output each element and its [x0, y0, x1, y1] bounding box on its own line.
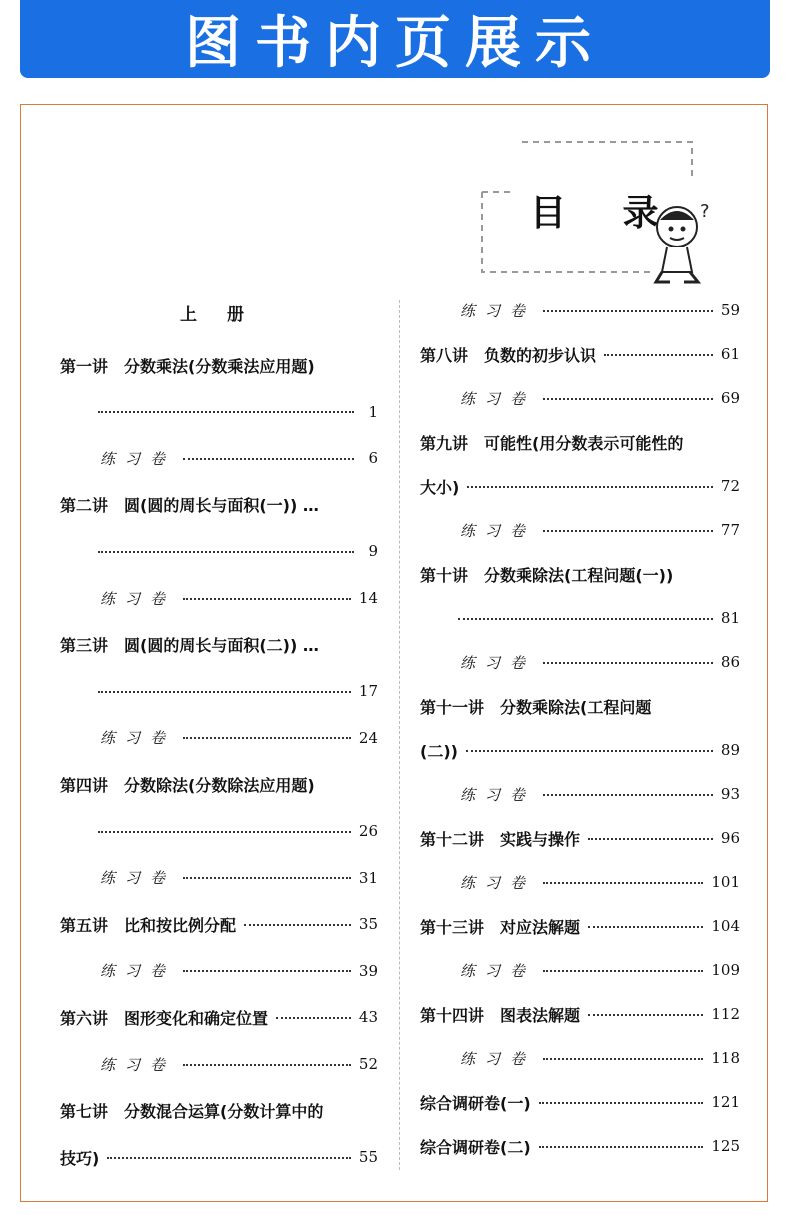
toc-entry-page: 77 — [720, 521, 740, 539]
leader-dots — [98, 550, 354, 553]
svg-text:?: ? — [700, 201, 710, 222]
toc-entry-page: 125 — [711, 1137, 740, 1155]
toc-entry — [60, 723, 378, 753]
toc-entry — [420, 471, 740, 501]
toc-entry-page: 39 — [358, 961, 378, 980]
toc-entry — [420, 1043, 740, 1073]
toc-entry-title: 练习卷 — [100, 1055, 176, 1074]
toc-entry-page: 112 — [711, 1005, 740, 1023]
toc-entry-page: 109 — [711, 961, 740, 979]
leader-dots — [543, 793, 713, 796]
leader-dots — [458, 617, 713, 620]
leader-dots — [543, 309, 713, 312]
toc-entry — [420, 955, 740, 985]
toc-entry-title: 第九讲 可能性(用分数表示可能性的 — [420, 433, 684, 453]
toc-entry-title: 第十三讲 对应法解题 — [420, 917, 581, 937]
toc-entry-title: 第七讲 分数混合运算(分数计算中的 — [60, 1102, 324, 1122]
toc-entry — [420, 515, 740, 545]
toc-entry-title: 第十一讲 分数乘除法(工程问题 — [420, 697, 652, 717]
toc-entry — [60, 1002, 378, 1032]
leader-dots — [466, 749, 713, 752]
toc-entry — [60, 816, 378, 846]
leader-dots — [604, 353, 713, 356]
leader-dots — [543, 969, 703, 972]
toc-entry-title: 练习卷 — [460, 873, 536, 892]
toc-entry-title: 第五讲 比和按比例分配 — [60, 915, 237, 935]
toc-entry-title: 第一讲 分数乘法(分数乘法应用题) — [60, 356, 315, 376]
toc-entry — [420, 603, 740, 633]
toc-entry-page: 69 — [720, 389, 740, 407]
toc-entry-page: 121 — [711, 1093, 740, 1111]
toc-entry-page: 81 — [720, 609, 740, 627]
toc-entry-page: 93 — [720, 785, 740, 803]
toc-entry-page: 118 — [711, 1049, 740, 1067]
leader-dots — [107, 1156, 351, 1159]
section-heading: 上册 — [180, 305, 274, 325]
leader-dots — [183, 457, 354, 460]
toc-entry — [60, 1096, 378, 1126]
toc-entry — [420, 911, 740, 941]
leader-dots — [183, 969, 351, 972]
toc-entry-page: 72 — [720, 477, 740, 495]
toc-entry-page: 1 — [368, 402, 378, 421]
toc-entry — [420, 823, 740, 853]
toc-entry-title: 练习卷 — [100, 729, 176, 748]
leader-dots — [543, 1057, 703, 1060]
leader-dots — [183, 1063, 351, 1066]
toc-entry-title: 综合调研卷(二) — [420, 1137, 531, 1157]
toc-entry-page: 9 — [368, 542, 378, 561]
toc-entry-title: 练习卷 — [460, 301, 536, 320]
toc-entry-title: 第二讲 圆(圆的周长与面积(一)) … — [60, 496, 319, 516]
leader-dots — [543, 397, 713, 400]
toc-entry — [420, 1087, 740, 1117]
toc-entry — [420, 779, 740, 809]
toc-entry-title: 练习卷 — [100, 962, 176, 981]
leader-dots — [588, 837, 713, 840]
toc-entry — [420, 295, 740, 325]
toc-entry — [60, 583, 378, 613]
toc-entry — [60, 397, 378, 427]
toc-entry-title: 第十四讲 图表法解题 — [420, 1005, 581, 1025]
toc-entry-title: 练习卷 — [100, 449, 176, 468]
toc-entry-page: 24 — [358, 728, 378, 747]
leader-dots — [539, 1145, 704, 1148]
toc-entry-title: 技巧) — [60, 1148, 100, 1168]
toc-entry-title: 第四讲 分数除法(分数除法应用题) — [60, 775, 315, 795]
toc-entry — [60, 769, 378, 799]
toc-entry-page: 96 — [720, 829, 740, 847]
toc-entry-page: 26 — [358, 822, 378, 840]
toc-entry-title: 练习卷 — [100, 589, 176, 608]
toc-heading: 目 录 — [530, 193, 681, 234]
leader-dots — [244, 923, 351, 926]
toc-entry-title: 第三讲 圆(圆的周长与面积(二)) … — [60, 636, 319, 656]
leader-dots — [183, 876, 351, 879]
toc-entry-title: 练习卷 — [460, 961, 536, 980]
toc-entry-title: 大小) — [420, 477, 460, 497]
toc-entry — [420, 867, 740, 897]
toc-entry — [60, 1049, 378, 1079]
leader-dots — [543, 661, 713, 664]
toc-entry-title: 练习卷 — [460, 785, 536, 804]
toc-entry-title: 练习卷 — [460, 389, 536, 408]
toc-entry — [60, 350, 378, 380]
toc-entry-page: 86 — [720, 653, 740, 671]
toc-entry-title: (二)) — [420, 741, 458, 761]
toc-entry — [60, 956, 378, 986]
leader-dots — [539, 1101, 704, 1104]
toc-entry — [420, 339, 740, 369]
leader-dots — [98, 830, 351, 833]
leader-dots — [543, 529, 713, 532]
toc-entry-page: 17 — [358, 682, 378, 701]
leader-dots — [467, 485, 713, 488]
toc-entry-page: 31 — [358, 868, 378, 887]
toc-entry — [420, 1131, 740, 1161]
toc-entry-title: 练习卷 — [460, 653, 536, 672]
toc-entry-page: 89 — [720, 741, 740, 759]
toc-entry-title: 第十讲 分数乘除法(工程问题(一)) — [420, 565, 674, 585]
banner-title: 图书内页展示 — [185, 11, 605, 76]
toc-entry — [420, 691, 740, 721]
toc-entry — [60, 676, 378, 706]
toc-entry — [420, 647, 740, 677]
toc-entry-page: 55 — [358, 1148, 378, 1167]
leader-dots — [183, 597, 351, 600]
banner — [20, 0, 770, 78]
toc-entry-page: 61 — [720, 345, 740, 363]
toc-entry-page: 59 — [720, 301, 740, 319]
leader-dots — [183, 736, 351, 739]
leader-dots — [543, 881, 703, 884]
leader-dots — [98, 410, 354, 413]
toc-entry-title: 第十二讲 实践与操作 — [420, 829, 581, 849]
column-divider — [399, 300, 400, 1170]
toc-entry-title: 综合调研卷(一) — [420, 1093, 531, 1113]
toc-entry — [60, 536, 378, 566]
toc-entry-page: 43 — [358, 1008, 378, 1027]
toc-entry-title: 练习卷 — [100, 869, 176, 888]
toc-entry-page: 52 — [358, 1055, 378, 1073]
toc-entry-page: 6 — [368, 449, 378, 468]
toc-entry — [60, 1142, 378, 1172]
toc-entry — [60, 630, 378, 660]
toc-entry — [60, 490, 378, 520]
leader-dots — [98, 690, 351, 693]
toc-entry — [420, 735, 740, 765]
leader-dots — [588, 925, 703, 928]
toc-entry-page: 104 — [711, 917, 740, 935]
toc-entry — [60, 863, 378, 893]
leader-dots — [276, 1016, 351, 1019]
toc-entry-title: 练习卷 — [460, 1049, 536, 1068]
toc-entry — [420, 427, 740, 457]
leader-dots — [588, 1013, 703, 1016]
toc-entry-page: 101 — [711, 873, 740, 891]
toc-entry-title: 第六讲 图形变化和确定位置 — [60, 1008, 269, 1028]
toc-entry-page: 35 — [358, 915, 378, 934]
toc-entry-title: 第八讲 负数的初步认识 — [420, 345, 597, 365]
toc-entry — [420, 999, 740, 1029]
toc-entry-page: 14 — [358, 589, 378, 607]
toc-entry — [60, 909, 378, 939]
toc-entry — [420, 383, 740, 413]
toc-entry — [60, 443, 378, 473]
toc-entry-title: 练习卷 — [460, 521, 536, 540]
toc-entry — [420, 559, 740, 589]
